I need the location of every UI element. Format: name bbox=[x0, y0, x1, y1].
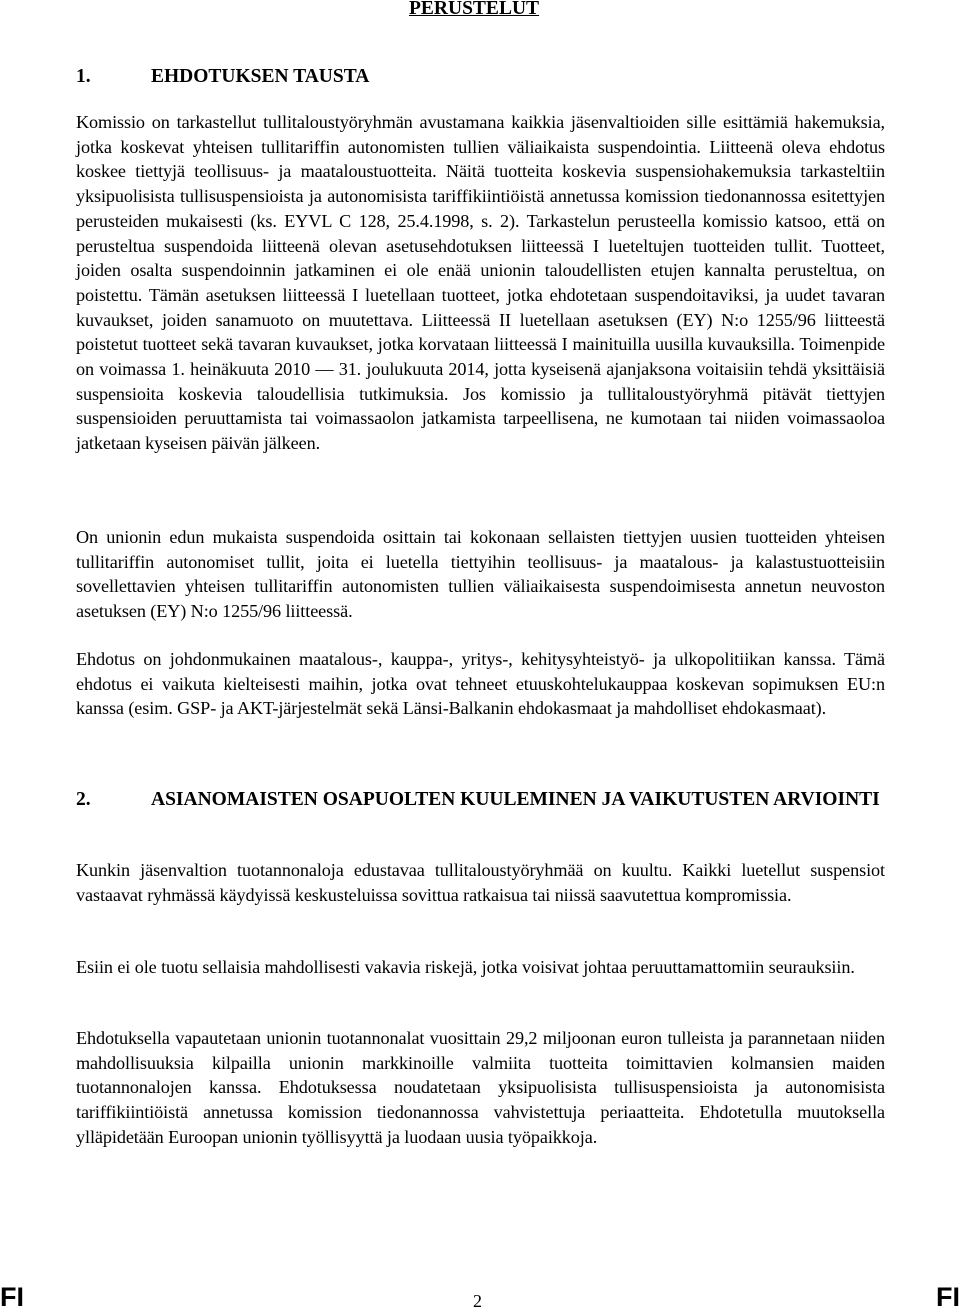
section-1-heading bbox=[76, 64, 885, 90]
section-1-paragraph-2: On unionin edun mukaista suspendoida osittain tai kokonaan sellaisten tiettyjen uusien tuotteiden yhteisen tullitariffin autonomiset tullit, joita ei luetella tiettyihin teollisuus- ja maatalous- ja kalastustuotteisiin sovellettavien yhteisen tullitariffin autonomisten tullien väliaikaisesta suspendoimisesta annetun neuvoston asetuksen (EY) N:o 1255/96 liitteessä. bbox=[76, 527, 885, 622]
section-1-paragraph-3: Ehdotus on johdonmukainen maatalous-, kauppa-, yritys-, kehitysyhteistyö- ja ulkopolitiikan kanssa. Tämä ehdotus ei vaikuta kielteisesti maihin, jotka ovat tehneet etuuskohtelukauppaa koskevan sopimuksen EU:n kanssa (esim. GSP- ja AKT-järjestelmät sekä Länsi-Balkanin ehdokasmaat ja mahdolliset ehdokasmaat). bbox=[76, 649, 885, 719]
section-2-paragraph-3: Ehdotuksella vapautetaan unionin tuotannonalat vuosittain 29,2 miljoonan euron tulleista ja parannetaan niiden mahdollisuuksia kilpailla unionin markkinoille valmiita tuotteita toimittavien kolmansien maiden tuotannonalojen kanssa. Ehdotuksessa noudatetaan yksipuolisista tullisuspensioista ja autonomisista tariffikiintiöistä annetussa komission tiedonannossa vahvistettuja periaatteita. Ehdotetulla muutoksella ylläpidetään Euroopan unionin työllisyyttä ja luodaan uusia työpaikkoja. bbox=[76, 1028, 885, 1147]
section-2-title: ASIANOMAISTEN OSAPUOLTEN KUULEMINEN JA VAIKUTUSTEN ARVIOINTI bbox=[151, 789, 880, 810]
page-number: 2 bbox=[473, 1291, 482, 1311]
section-1-paragraph-1: Komissio on tarkastellut tullitaloustyöryhmän avustamana kaikkia jäsenvaltioiden sille esittämiä hakemuksia, jotka koskevat yhteisen tullitariffin autonomisten tullien väliaikaista suspendointia. Liitteenä oleva ehdotus koskee tiettyjä teollisuus- ja maataloustuotteita. Näitä tuotteita koskevia suspensiohakemuksia tarkasteltiin yksipuolisista tullisuspensioista ja autonomisista tariffikiintiöistä annetussa komission tiedonannossa esitettyjen perusteiden mukaisesti (ks. EYVL C 128, 25.4.1998, s. 2). Tarkastelun perusteella komissio katsoo, että on perusteltua suspendoida liitteenä olevan asetusehdotuksen liitteessä I lueteltujen tuotteiden tullit. Tuotteet, joiden osalta suspendoinnin jatkaminen ei ole enää unionin taloudellisten etujen kannalta perusteltua, on poistettu. Tämän asetuksen liitteessä I luetellaan tuotteet, jotka ehdotetaan suspendoitaviksi, ja uudet tavaran kuvaukset, joiden sanamuoto on muutettava. Liitteessä II luetellaan asetuksen (EY) N:o 1255/96 liitteestä poistetut tuotteet sekä tavaran kuvaukset, jotka korvataan liitteessä I mainituilla uusilla kuvauksilla. Toimenpide on voimassa 1. heinäkuuta 2010 — 31. joulukuuta 2014, jotta kyseisenä ajanjaksona voitaisiin tehdä yksittäisiä suspensioita koskevia taloudellisia tutkimuksia. Jos komissio ja tullitaloustyöryhmä pitävät tiettyjen suspensioiden peruuttamista tai voimassaolon jatkamista tarpeellisena, ne kumotaan tai niiden voimassaoloa jatketaan kyseisen päivän jälkeen. bbox=[76, 112, 885, 454]
section-2-paragraph-1: Kunkin jäsenvaltion tuotannonaloja edustavaa tullitaloustyöryhmää on kuultu. Kaikki luetellut suspensiot vastaavat ryhmässä käydyissä keskusteluissa sovittua ratkaisua tai niissä saavutettua kompromissia. bbox=[76, 860, 885, 905]
section-1-number: 1. bbox=[76, 66, 91, 87]
section-2-paragraph-2: Esiin ei ole tuotu sellaisia mahdollisesti vakavia riskejä, jotka voisivat johtaa peruuttamattomiin seurauksiin. bbox=[76, 957, 855, 977]
section-2-number: 2. bbox=[76, 789, 91, 810]
section-1-title: EHDOTUKSEN TAUSTA bbox=[151, 66, 370, 87]
footer-language-right: FI bbox=[936, 1282, 960, 1312]
section-2-heading bbox=[76, 787, 885, 813]
footer-language-left: FI bbox=[0, 1282, 24, 1312]
document-title: PERUSTELUT bbox=[409, 0, 540, 19]
